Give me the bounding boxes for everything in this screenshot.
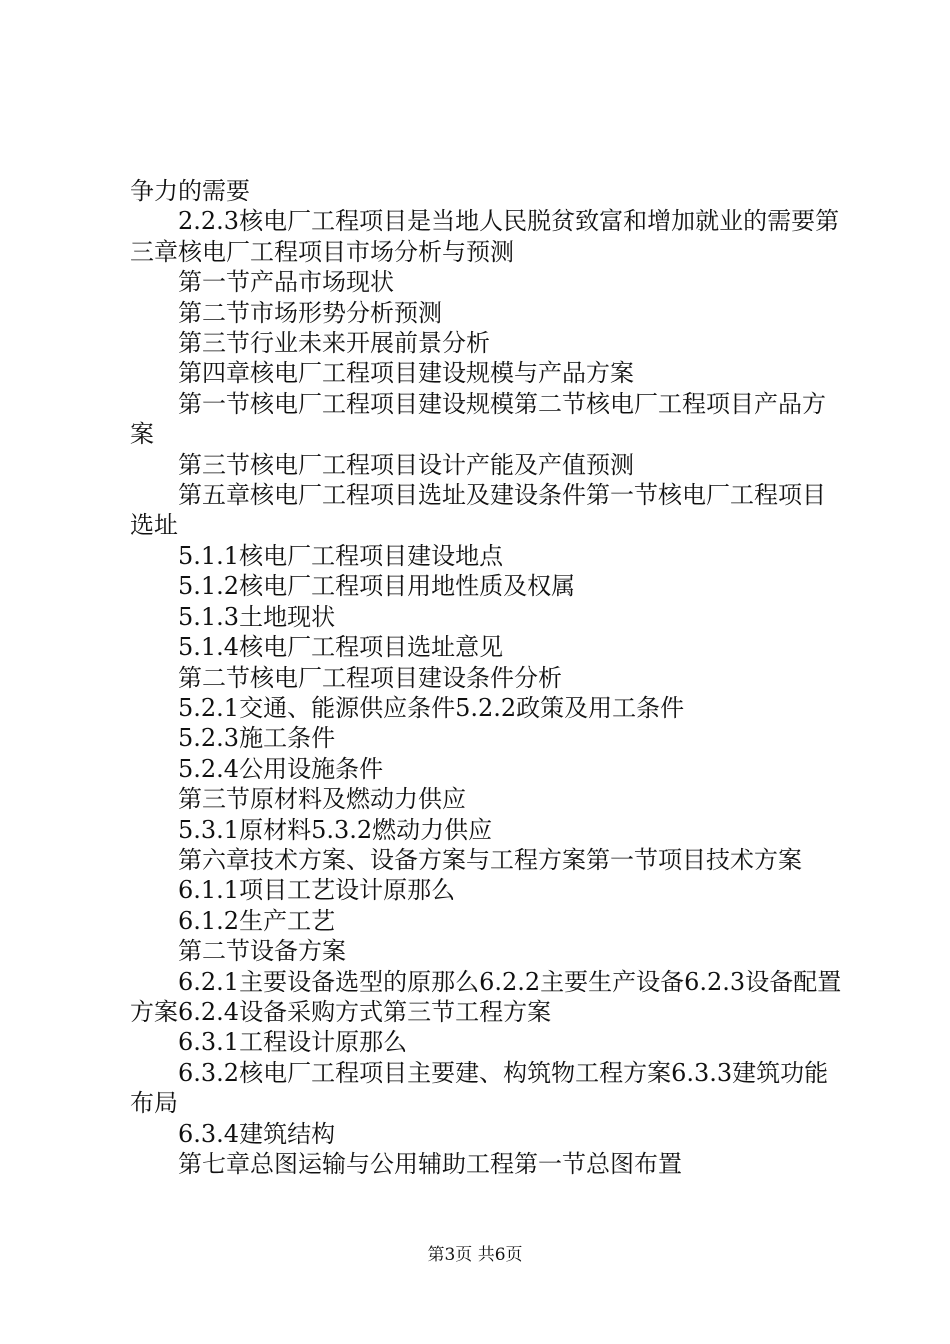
chapter-heading: 第五章核电厂工程项目选址及建设条件第一节核电厂工程项目选址: [130, 481, 826, 540]
paragraph: 第二节核电厂工程项目建设条件分析: [178, 663, 562, 692]
document-body: [130, 176, 842, 1179]
paragraph: 第一节产品市场现状: [178, 268, 394, 297]
paragraph: 6.1.2生产工艺: [178, 906, 336, 935]
chapter-heading: 第四章核电厂工程项目建设规模与产品方案: [178, 359, 634, 388]
paragraph: 6.1.1项目工艺设计原那么: [178, 876, 456, 905]
paragraph: 5.1.1核电厂工程项目建设地点: [178, 541, 504, 570]
paragraph: 6.3.4建筑结构: [178, 1119, 336, 1148]
chapter-heading: 第六章技术方案、设备方案与工程方案第一节项目技术方案: [178, 845, 802, 874]
paragraph: 5.1.2核电厂工程项目用地性质及权属: [178, 572, 576, 601]
paragraph: 6.3.2核电厂工程项目主要建、构筑物工程方案6.3.3建筑功能布局: [130, 1058, 829, 1118]
paragraph: 第一节核电厂工程项目建设规模第二节核电厂工程项目产品方案: [130, 389, 826, 449]
paragraph: 第三节行业未来开展前景分析: [178, 329, 490, 358]
paragraph: 5.3.1原材料5.3.2燃动力供应: [178, 815, 493, 844]
paragraph: 2.2.3核电厂工程项目是当地人民脱贫致富和增加就业的需要第三章核电厂工程项目市场分析与预测: [130, 207, 840, 266]
paragraph: 5.2.1交通、能源供应条件5.2.2政策及用工条件: [178, 693, 685, 722]
paragraph: 5.2.3施工条件: [178, 724, 336, 753]
paragraph: 6.2.1主要设备选型的原那么6.2.2主要生产设备6.2.3设备配置方案6.2.4设备采购方式第三节工程方案: [130, 967, 842, 1026]
paragraph: 5.1.3土地现状: [178, 602, 336, 631]
paragraph: 6.3.1工程设计原那么: [178, 1028, 408, 1057]
paragraph: 第三节核电厂工程项目设计产能及产值预测: [178, 450, 634, 479]
paragraph: 第二节市场形势分析预测: [178, 298, 442, 327]
paragraph: 第二节设备方案: [178, 937, 346, 966]
page-footer: 第3页 共6页: [427, 1245, 523, 1265]
paragraph-continuation: 争力的需要: [130, 177, 250, 205]
chapter-heading: 第七章总图运输与公用辅助工程第一节总图布置: [178, 1150, 682, 1178]
paragraph: 5.1.4核电厂工程项目选址意见: [178, 633, 504, 662]
paragraph: 第三节原材料及燃动力供应: [178, 785, 466, 814]
paragraph: 5.2.4公用设施条件: [178, 754, 384, 783]
